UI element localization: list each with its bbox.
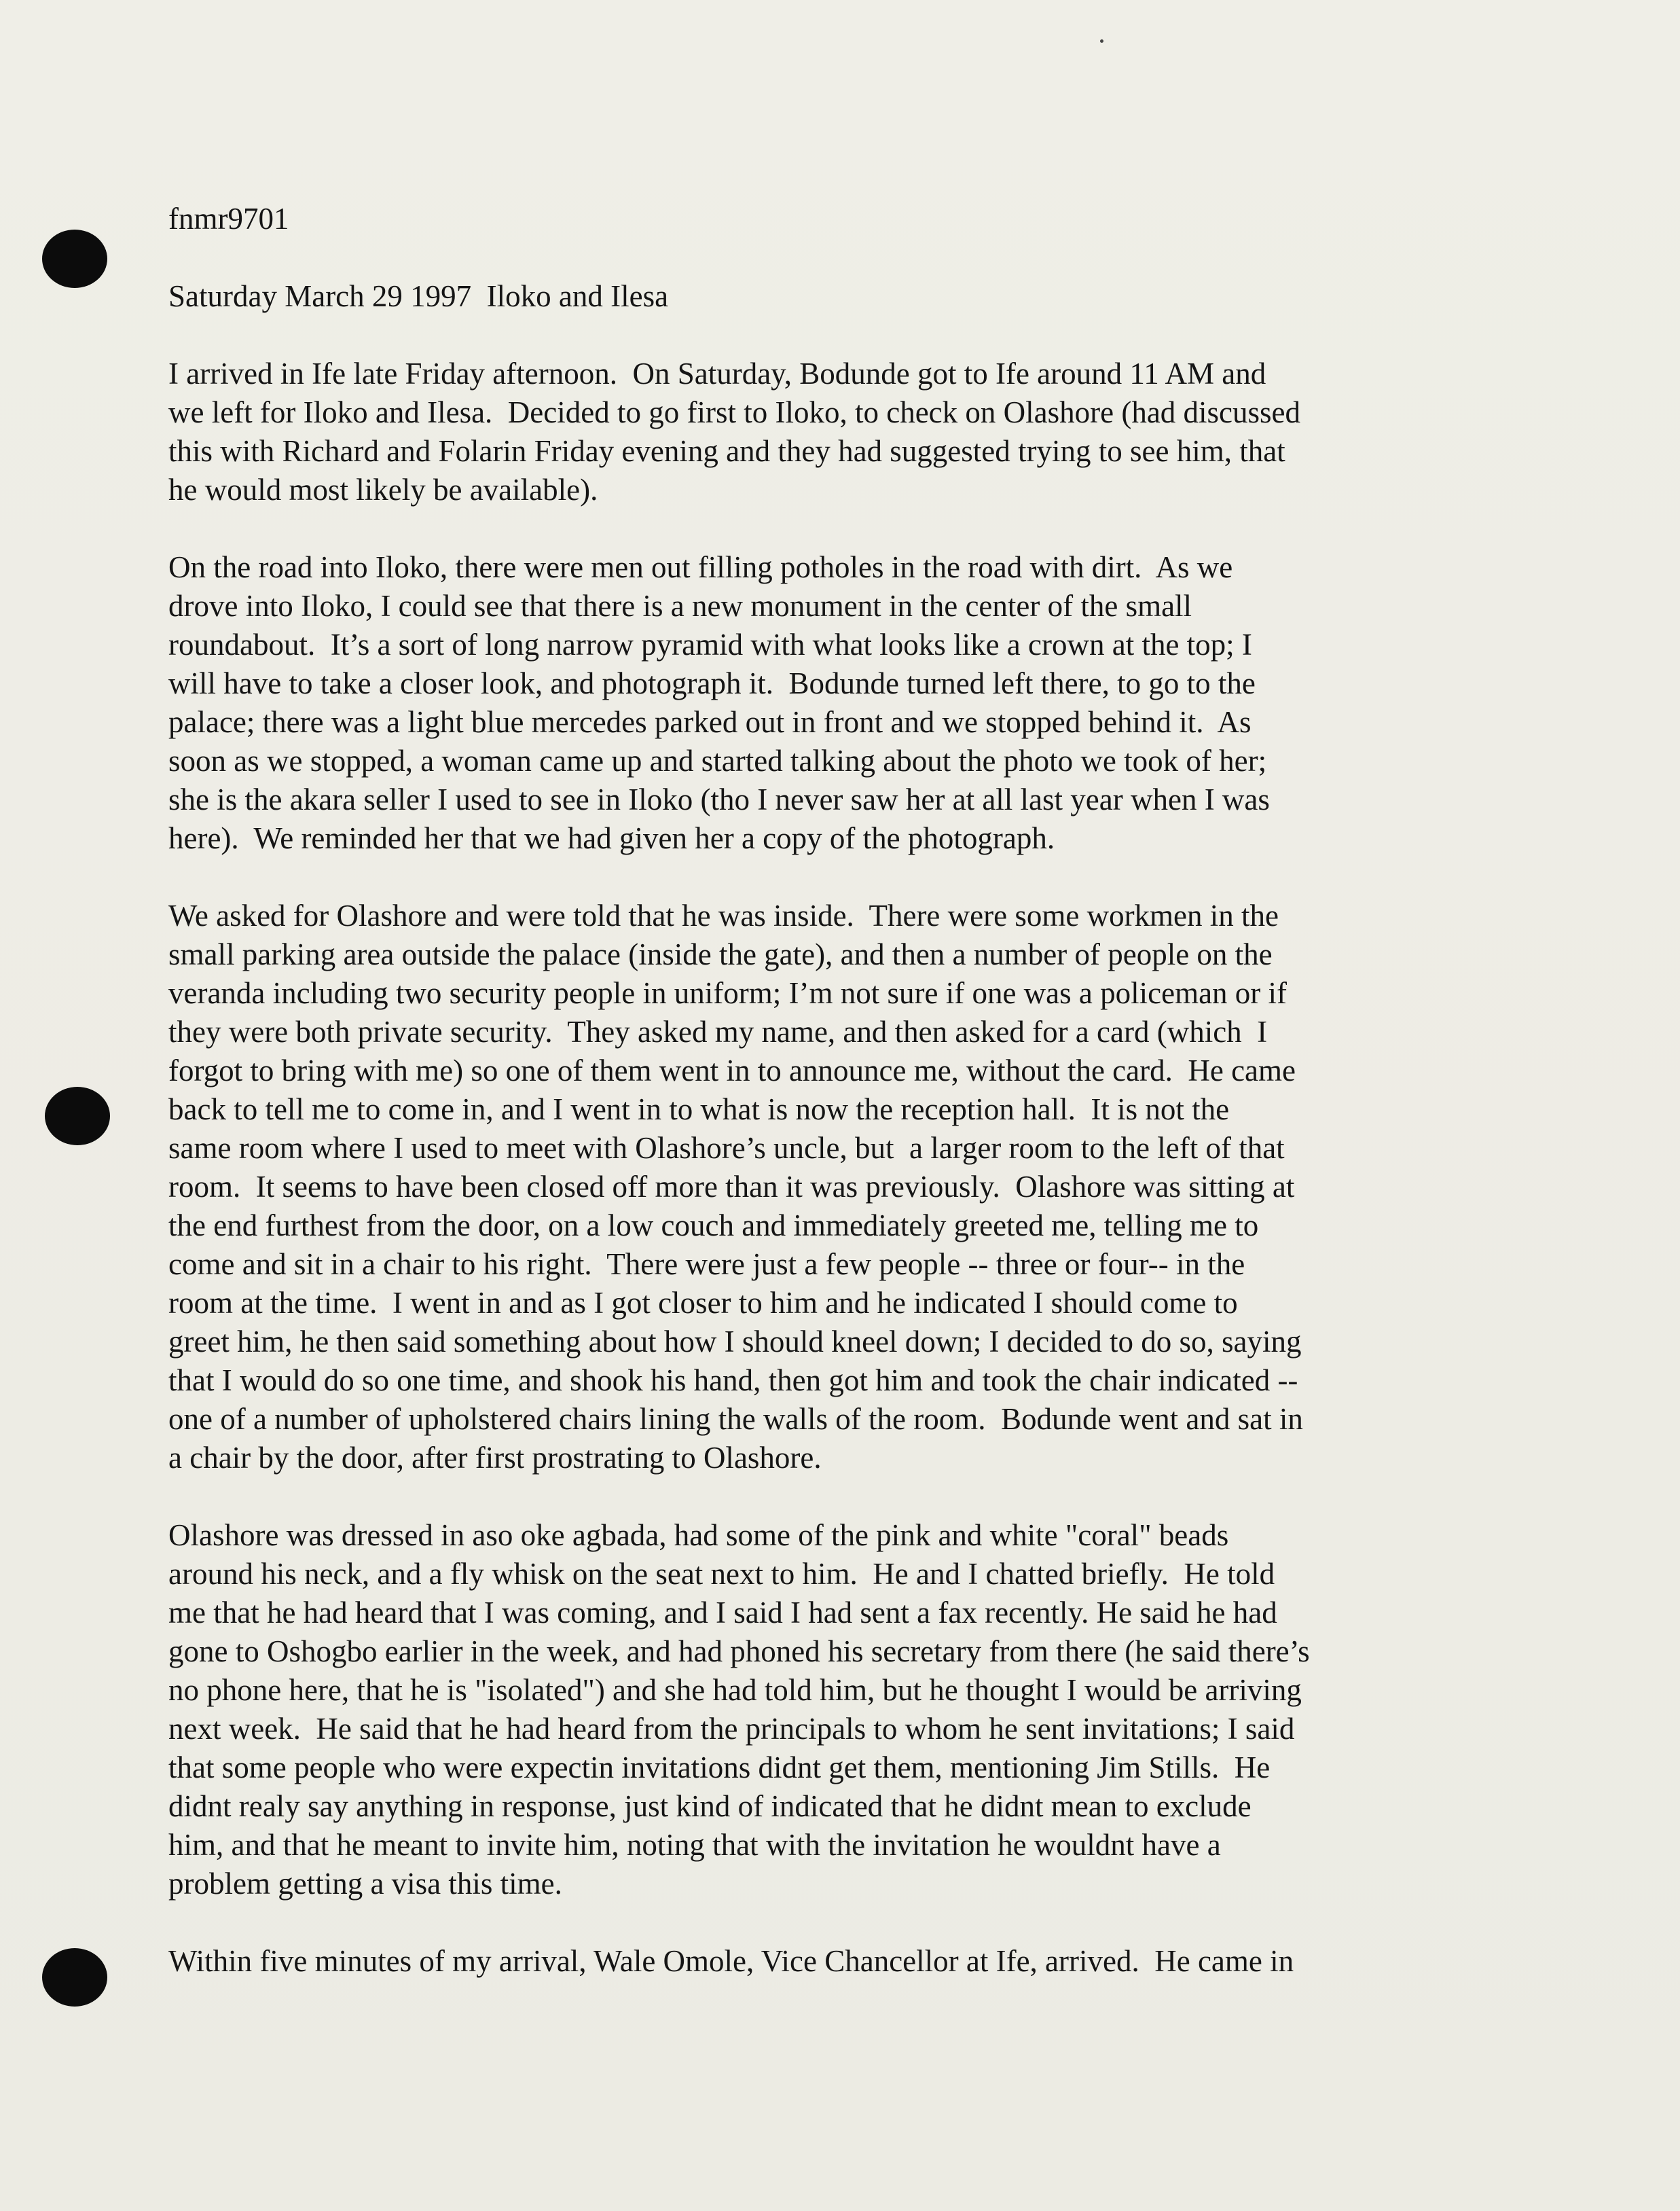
binder-hole-top (42, 230, 107, 288)
text-line: that some people who were expectin invitations didnt get them, mentioning Jim Stills. He (168, 1750, 1271, 1784)
text-line: will have to take a closer look, and photograph it. Bodunde turned left there, to go to the (168, 666, 1256, 700)
text-line: come and sit in a chair to his right. There were just a few people -- three or four-- in the (168, 1247, 1245, 1281)
paragraph (168, 1942, 1472, 1981)
text-line: problem getting a visa this time. (168, 1867, 562, 1901)
text-line: no phone here, that he is "isolated") and she had told him, but he thought I would be arriving (168, 1673, 1302, 1707)
file-id: fnmr9701 (168, 202, 289, 236)
text-line: On the road into Iloko, there were men out filling potholes in the road with dirt. As we (168, 550, 1233, 584)
text-line: soon as we stopped, a woman came up and started talking about the photo we took of her; (168, 744, 1267, 778)
document-body (168, 200, 1472, 2019)
text-line: me that he had heard that I was coming, and I said I had sent a fax recently. He said he had (168, 1596, 1277, 1630)
document-heading: Saturday March 29 1997 Iloko and Ilesa (168, 279, 669, 313)
text-line: gone to Oshogbo earlier in the week, and had phoned his secretary from there (he said there’s (168, 1634, 1310, 1668)
text-line: room. It seems to have been closed off more than it was previously. Olashore was sitting at (168, 1170, 1295, 1204)
text-line: we left for Iloko and Ilesa. Decided to go first to Iloko, to check on Olashore (had discussed (168, 395, 1301, 429)
text-line: here). We reminded her that we had given her a copy of the photograph. (168, 821, 1055, 855)
text-line: palace; there was a light blue mercedes parked out in front and we stopped behind it. As (168, 705, 1252, 739)
text-line: him, and that he meant to invite him, noting that with the invitation he wouldnt have a (168, 1828, 1221, 1862)
paragraph (168, 548, 1472, 858)
text-line: roundabout. It’s a sort of long narrow pyramid with what looks like a crown at the top; I (168, 628, 1252, 662)
text-line: didnt realy say anything in response, just kind of indicated that he didnt mean to exclude (168, 1789, 1252, 1823)
text-line: drove into Iloko, I could see that there is a new monument in the center of the small (168, 589, 1192, 623)
paragraph (168, 897, 1472, 1477)
text-line: he would most likely be available). (168, 473, 598, 507)
text-line: same room where I used to meet with Olashore’s uncle, but a larger room to the left of that (168, 1131, 1285, 1165)
binder-hole-middle (45, 1087, 110, 1145)
text-line: one of a number of upholstered chairs lining the walls of the room. Bodunde went and sat in (168, 1402, 1303, 1436)
paragraph (168, 1516, 1472, 1903)
text-line: around his neck, and a fly whisk on the seat next to him. He and I chatted briefly. He told (168, 1557, 1275, 1591)
text-line: that I would do so one time, and shook his hand, then got him and took the chair indicated -- (168, 1363, 1298, 1397)
text-line: they were both private security. They asked my name, and then asked for a card (which I (168, 1015, 1268, 1049)
paragraph (168, 355, 1472, 509)
text-line: I arrived in Ife late Friday afternoon. On Saturday, Bodunde got to Ife around 11 AM and (168, 357, 1266, 391)
text-line: small parking area outside the palace (inside the gate), and then a number of people on the (168, 937, 1273, 971)
scan-speck (1100, 39, 1103, 43)
text-line: this with Richard and Folarin Friday evening and they had suggested trying to see him, that (168, 434, 1285, 468)
text-line: she is the akara seller I used to see in Iloko (tho I never saw her at all last year when I was (168, 783, 1270, 816)
text-line: veranda including two security people in uniform; I’m not sure if one was a policeman or if (168, 976, 1288, 1010)
text-line: room at the time. I went in and as I got closer to him and he indicated I should come to (168, 1286, 1238, 1320)
text-line: Olashore was dressed in aso oke agbada, had some of the pink and white "coral" beads (168, 1518, 1229, 1552)
text-line: a chair by the door, after first prostrating to Olashore. (168, 1441, 822, 1475)
text-line: We asked for Olashore and were told that he was inside. There were some workmen in the (168, 899, 1279, 933)
text-line: the end furthest from the door, on a low couch and immediately greeted me, telling me to (168, 1208, 1259, 1242)
text-line: Within five minutes of my arrival, Wale Omole, Vice Chancellor at Ife, arrived. He came in (168, 1944, 1294, 1978)
paragraphs-container (168, 355, 1472, 1981)
text-line: back to tell me to come in, and I went in to what is now the reception hall. It is not the (168, 1092, 1230, 1126)
text-line: forgot to bring with me) so one of them went in to announce me, without the card. He came (168, 1054, 1296, 1087)
binder-hole-bottom (42, 1948, 107, 2007)
text-line: next week. He said that he had heard from the principals to whom he sent invitations; I said (168, 1712, 1295, 1746)
text-line: greet him, he then said something about how I should kneel down; I decided to do so, saying (168, 1325, 1302, 1359)
